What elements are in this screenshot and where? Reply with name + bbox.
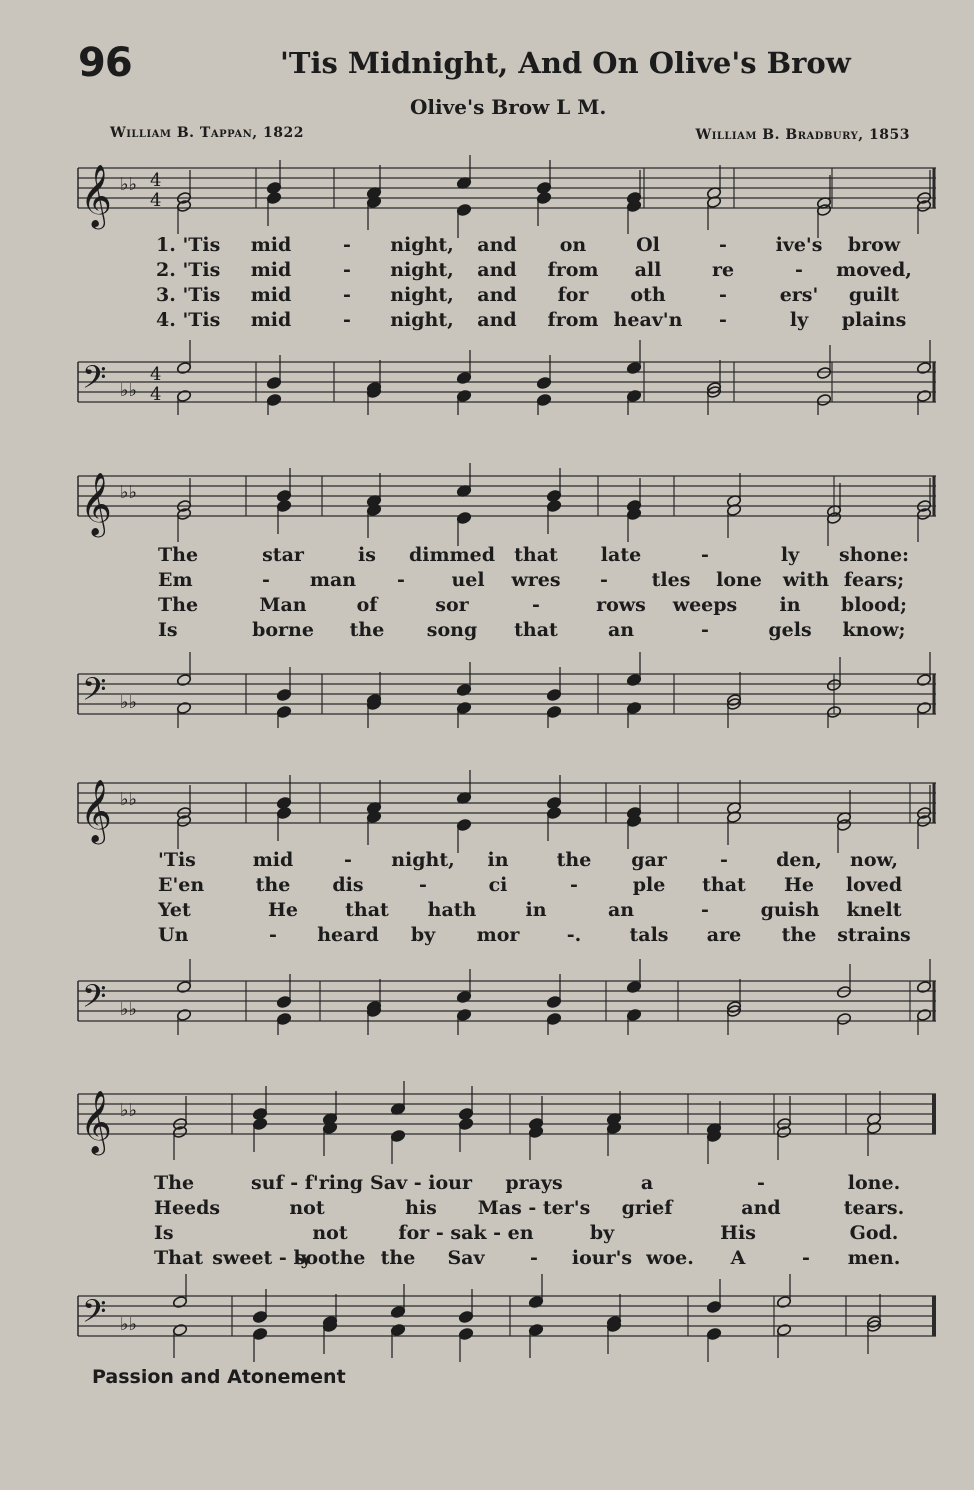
key-signature: ♭♭ <box>120 174 137 195</box>
lyric-syllable: from <box>547 309 599 331</box>
lyric-syllable: all <box>634 259 662 281</box>
lyric-syllable: - <box>532 594 540 616</box>
lyric-syllable: the <box>380 1247 416 1269</box>
lyric-syllable: A <box>730 1247 746 1269</box>
lyric-syllable: - <box>344 849 352 871</box>
lyric-syllable: fears; <box>843 569 905 591</box>
lyric-syllable: and <box>477 284 517 306</box>
lyric-syllable: - <box>802 1247 810 1269</box>
lyric-syllable: tles <box>651 569 691 591</box>
lyric-syllable: - <box>343 259 351 281</box>
lyric-syllable: not <box>289 1197 325 1219</box>
lyric-syllable: Ol <box>636 234 660 256</box>
lyric-syllable: in <box>525 899 547 921</box>
lyric-syllable: mid <box>250 309 292 331</box>
lyric-syllable: ple <box>632 874 666 896</box>
lyric-syllable: sweet - ly <box>212 1247 312 1269</box>
lyric-syllable: the <box>349 619 385 641</box>
key-signature: ♭♭ <box>120 1314 137 1335</box>
lyric-syllable: - <box>343 284 351 306</box>
lyric-syllable: Un <box>158 924 189 946</box>
key-signature: ♭♭ <box>120 999 137 1020</box>
lyric-syllable: 4. 'Tis <box>156 309 221 331</box>
treble-clef: 𝄞 <box>80 164 112 227</box>
lyric-syllable: guish <box>760 899 820 921</box>
lyric-syllable: men. <box>847 1247 901 1269</box>
time-signature: 4 <box>150 190 162 211</box>
lyric-syllable: sor <box>435 594 469 616</box>
lyric-syllable: knelt <box>846 899 902 921</box>
lyric-syllable: and <box>477 309 517 331</box>
staff-notation <box>74 150 938 415</box>
lyric-syllable: suf - f'ring <box>250 1172 364 1194</box>
lyric-syllable: with <box>782 569 830 591</box>
lyric-syllable: that <box>702 874 746 896</box>
lyric-syllable: and <box>741 1197 781 1219</box>
lyric-syllable: Sav - iour <box>370 1172 472 1194</box>
lyric-syllable: - <box>530 1247 538 1269</box>
lyric-syllable: ive's <box>775 234 823 256</box>
lyric-syllable: oth <box>630 284 666 306</box>
lyric-syllable: gels <box>768 619 812 641</box>
lyric-syllable: mid <box>250 259 292 281</box>
lyric-syllable: late <box>600 544 642 566</box>
lyric-syllable: The <box>158 544 199 566</box>
lyric-syllable: ers' <box>779 284 819 306</box>
lyric-syllable: 'Tis <box>158 849 196 871</box>
lyric-syllable: E'en <box>158 874 205 896</box>
treble-clef: 𝄞 <box>80 472 112 535</box>
lyric-syllable: heard <box>317 924 379 946</box>
lyric-syllable: night, <box>390 309 454 331</box>
lyric-syllable: that <box>514 544 558 566</box>
music-system <box>74 765 938 1035</box>
lyric-syllable: He <box>783 874 815 896</box>
lyric-syllable: an <box>607 619 635 641</box>
lyric-syllable: - <box>719 284 727 306</box>
key-signature: ♭♭ <box>120 482 137 503</box>
page-number: 96 <box>78 40 132 86</box>
tune-name: Olive's Brow L M. <box>410 95 607 119</box>
bass-clef: 𝄢 <box>82 1293 107 1337</box>
lyric-syllable: star <box>262 544 304 566</box>
lyric-syllable: guilt <box>848 284 900 306</box>
lyric-syllable: that <box>514 619 558 641</box>
lyric-syllable: ly <box>780 544 800 566</box>
lyric-syllable: Is <box>154 1222 174 1244</box>
lyric-syllable: 3. 'Tis <box>156 284 221 306</box>
composer-credit: William B. Bradbury, 1853 <box>695 127 910 143</box>
lyric-syllable: - <box>701 899 709 921</box>
lyric-syllable: tals <box>629 924 669 946</box>
lyric-syllable: The <box>154 1172 195 1194</box>
lyric-syllable: plains <box>841 309 907 331</box>
lyric-syllable: The <box>158 594 199 616</box>
lyric-syllable: of <box>356 594 378 616</box>
bass-clef: 𝄢 <box>82 978 107 1022</box>
lyric-syllable: Em <box>158 569 193 591</box>
lyric-syllable: his <box>405 1197 437 1219</box>
lyric-syllable: 1. 'Tis <box>156 234 221 256</box>
lyric-syllable: - <box>397 569 405 591</box>
lyric-syllable: gar <box>631 849 667 871</box>
lyric-syllable: for <box>557 284 589 306</box>
music-system <box>74 458 938 728</box>
lyric-syllable: is <box>358 544 376 566</box>
lyric-syllable: mor <box>476 924 520 946</box>
lyric-syllable: - <box>720 849 728 871</box>
lyric-syllable: woe. <box>646 1247 694 1269</box>
lyric-syllable: - <box>570 874 578 896</box>
lyric-syllable: uel <box>451 569 485 591</box>
lyric-syllable: in <box>779 594 801 616</box>
lyric-syllable: - <box>701 544 709 566</box>
lyric-syllable: by <box>410 924 436 946</box>
lyric-syllable: - <box>719 234 727 256</box>
lyric-syllable: strains <box>837 924 911 946</box>
lyric-syllable: now, <box>850 849 898 871</box>
key-signature: ♭♭ <box>120 1100 137 1121</box>
lyric-syllable: night, <box>391 849 455 871</box>
lyric-syllable: Yet <box>158 899 191 921</box>
lyric-syllable: tears. <box>843 1197 905 1219</box>
lyric-syllable: - <box>701 619 709 641</box>
lyric-syllable: - <box>343 234 351 256</box>
lyric-syllable: shone: <box>838 544 910 566</box>
time-signature: 4 <box>150 384 162 405</box>
bass-clef: 𝄢 <box>82 671 107 715</box>
lyric-syllable: for - sak - en <box>398 1222 534 1244</box>
lyric-syllable: Man <box>259 594 307 616</box>
lyric-syllable: and <box>477 259 517 281</box>
key-signature: ♭♭ <box>120 692 137 713</box>
lyric-syllable: man <box>309 569 357 591</box>
lyric-syllable: lone <box>716 569 762 591</box>
lyric-syllable: the <box>255 874 291 896</box>
lyric-syllable: borne <box>252 619 314 641</box>
lyric-syllable: loved <box>845 874 903 896</box>
lyric-syllable: wres <box>511 569 561 591</box>
lyric-syllable: the <box>556 849 592 871</box>
category-footer: Passion and Atonement <box>92 1366 346 1388</box>
lyric-syllable: re <box>711 259 735 281</box>
lyric-syllable: prays <box>505 1172 563 1194</box>
lyric-syllable: den, <box>776 849 822 871</box>
lyric-syllable: dimmed <box>408 544 496 566</box>
lyric-syllable: mid <box>250 234 292 256</box>
lyric-syllable: in <box>487 849 509 871</box>
lyric-syllable: blood; <box>840 594 908 616</box>
lyric-syllable: - <box>795 259 803 281</box>
time-signature: 4 <box>150 364 162 385</box>
lyric-syllable: are <box>706 924 742 946</box>
lyric-syllable: a <box>640 1172 654 1194</box>
lyric-syllable: Heeds <box>154 1197 221 1219</box>
lyric-syllable: weeps <box>672 594 738 616</box>
lyric-syllable: - <box>757 1172 765 1194</box>
lyric-syllable: That <box>154 1247 204 1269</box>
lyric-syllable: Sav <box>447 1247 485 1269</box>
time-signature: 4 <box>150 170 162 191</box>
lyric-syllable: an <box>607 899 635 921</box>
lyric-syllable: mid <box>250 284 292 306</box>
lyric-syllable: moved, <box>836 259 912 281</box>
lyric-syllable: - <box>343 309 351 331</box>
lyric-syllable: -. <box>566 924 582 946</box>
staff-notation <box>74 458 938 728</box>
lyric-syllable: He <box>267 899 299 921</box>
lyric-syllable: - <box>719 309 727 331</box>
lyric-syllable: soothe <box>294 1247 366 1269</box>
lyric-syllable: iour's <box>571 1247 633 1269</box>
lyric-syllable: - <box>262 569 270 591</box>
treble-clef: 𝄞 <box>80 779 112 842</box>
lyric-syllable: night, <box>390 284 454 306</box>
lyric-syllable: 2. 'Tis <box>156 259 221 281</box>
bass-clef: 𝄢 <box>82 359 107 403</box>
lyric-syllable: by <box>589 1222 615 1244</box>
lyric-syllable: lone. <box>847 1172 901 1194</box>
lyric-syllable: ly <box>789 309 809 331</box>
lyric-syllable: song <box>426 619 478 641</box>
lyric-syllable: the <box>781 924 817 946</box>
lyric-syllable: know; <box>842 619 906 641</box>
lyric-syllable: not <box>312 1222 348 1244</box>
lyric-syllable: night, <box>390 259 454 281</box>
hymn-title: 'Tis Midnight, And On Olive's Brow <box>280 46 851 80</box>
music-system <box>74 150 938 415</box>
key-signature: ♭♭ <box>120 789 137 810</box>
lyric-syllable: night, <box>390 234 454 256</box>
lyric-syllable: brow <box>847 234 901 256</box>
lyric-syllable: - <box>600 569 608 591</box>
lyric-syllable: dis <box>332 874 364 896</box>
lyric-syllable: mid <box>252 849 294 871</box>
lyric-syllable: ci <box>488 874 508 896</box>
lyric-syllable: His <box>720 1222 756 1244</box>
lyric-syllable: hath <box>427 899 477 921</box>
music-system <box>74 1076 938 1366</box>
lyric-syllable: Mas - ter's <box>477 1197 591 1219</box>
lyric-syllable: - <box>419 874 427 896</box>
key-signature: ♭♭ <box>120 380 137 401</box>
treble-clef: 𝄞 <box>80 1090 112 1153</box>
lyric-syllable: on <box>559 234 587 256</box>
lyric-syllable: rows <box>596 594 646 616</box>
lyric-syllable: from <box>547 259 599 281</box>
lyric-syllable: and <box>477 234 517 256</box>
lyric-syllable: grief <box>621 1197 673 1219</box>
lyric-syllable: Is <box>158 619 178 641</box>
staff-notation <box>74 1076 938 1366</box>
lyric-syllable: heav'n <box>613 309 683 331</box>
lyric-syllable: that <box>345 899 389 921</box>
author-credit: William B. Tappan, 1822 <box>110 125 305 141</box>
lyric-syllable: - <box>269 924 277 946</box>
lyric-syllable: God. <box>849 1222 899 1244</box>
